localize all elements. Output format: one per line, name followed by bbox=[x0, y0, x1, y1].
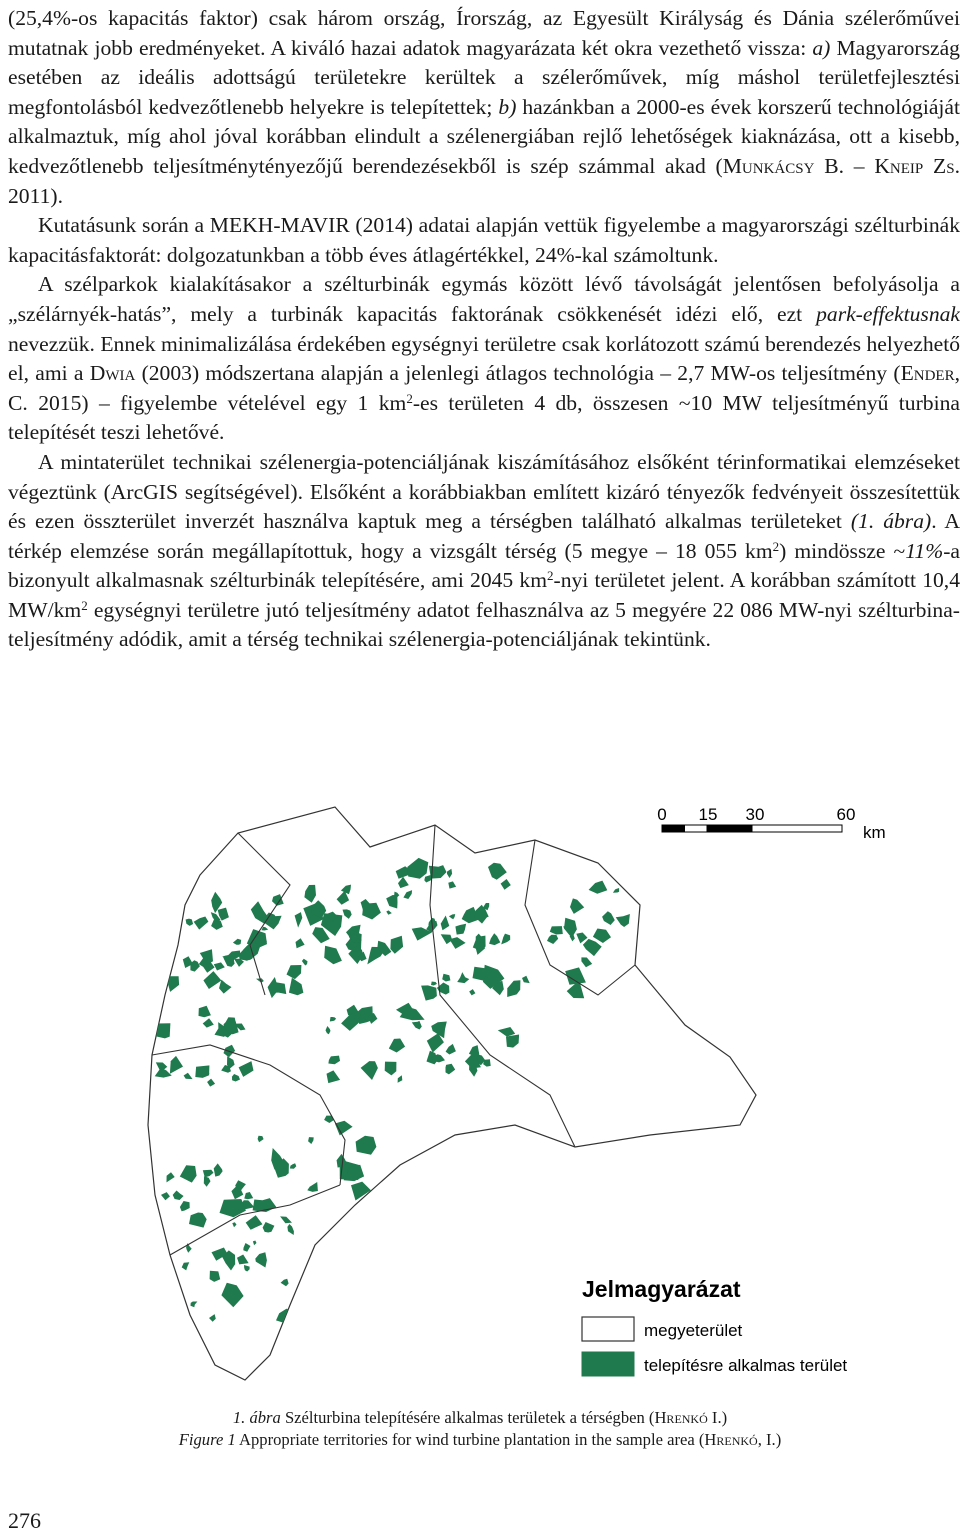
caption-text-hu: Szélturbina telepítésére alkalmas területek a térségben ( bbox=[280, 1408, 655, 1427]
caption-text-en: Appropriate territories for wind turbine plantation in the sample area ( bbox=[235, 1430, 705, 1449]
text-run: Dwia bbox=[89, 361, 136, 386]
text-run: Ender bbox=[900, 361, 955, 386]
text-run: Zs bbox=[933, 153, 955, 178]
figure-caption-en bbox=[0, 1429, 960, 1451]
scale-unit: km bbox=[863, 823, 886, 842]
scale-bar bbox=[657, 805, 885, 842]
legend-swatch-suitable bbox=[582, 1352, 634, 1376]
suitable-area-patch bbox=[156, 978, 164, 988]
paragraph bbox=[8, 211, 960, 270]
caption-author-en: Hrenkó bbox=[704, 1430, 758, 1449]
text-run: 11% bbox=[905, 538, 944, 563]
text-run: Kneip bbox=[874, 153, 924, 178]
text-run: Munkácsy bbox=[722, 153, 815, 178]
suitable-area-patch bbox=[159, 920, 163, 925]
scale-tick-60: 60 bbox=[836, 805, 856, 824]
text-run: Magyarország esetében az ideális adottságú területekre kerültek a szélerőművek, míg máshol területfejlesztési megfontolásból kedvezőtlenebb helyekre is telepítettek; bbox=[8, 35, 960, 119]
text-run: , C. 2015) – figyelembe vételével egy 1 km bbox=[8, 361, 960, 415]
suitable-area-patch bbox=[163, 917, 173, 929]
scale-tick-15: 15 bbox=[698, 805, 718, 824]
text-run: . A térkép elemzése során megállapítottuk, hogy a vizsgált térség (5 megye – 18 055 km bbox=[8, 509, 960, 563]
text-run: 2 bbox=[406, 390, 413, 406]
text-run: (2003) módszertana alapján a jelenlegi átlagos technológia – 2,7 MW-os teljesítmény ( bbox=[135, 361, 901, 386]
legend bbox=[582, 1276, 847, 1376]
figure-caption-hu bbox=[0, 1407, 960, 1429]
text-run: Kutatásunk során a MEKH-MAVIR (2014) adatai alapján vettük figyelembe a magyarországi szélturbinák kapacitásfaktorát: dolgozatunkban a több éves átlagértékkel, 24%-kal számoltunk. bbox=[8, 213, 960, 267]
text-run: A szélparkok kialakításakor a szélturbinák egymás között lévő távolságát jelentősen befolyásolja a „szélárnyék-hatás”, mely a turbinák kapacitás faktorának csökkenését idézi elő, ezt bbox=[8, 272, 960, 326]
scale-tick-30: 30 bbox=[745, 805, 765, 824]
text-run: -nyi területet jelent. A korábban számított 10,4 MW/km bbox=[8, 568, 960, 622]
text-run bbox=[923, 154, 933, 178]
text-run: -es területen 4 db, összesen ~10 MW teljesítményű turbina telepítését teszi lehetővé. bbox=[8, 390, 960, 445]
suitable-area-patch bbox=[136, 980, 147, 992]
text-run: -a bizonyult alkalmasnak szélturbinák telepítésére, ami 2045 km bbox=[8, 538, 960, 593]
suitable-area-patch bbox=[154, 949, 173, 962]
suitable-area-patch bbox=[160, 949, 170, 963]
caption-label-hu: 1. ábra bbox=[232, 1408, 281, 1427]
caption-author-hu: Hrenkó bbox=[654, 1408, 708, 1427]
text-run: egységnyi területre jutó teljesítmény adatot felhasználva az 5 megyére 22 086 MW-nyi szélturbina-teljesítmény adódik, amit a térség technikai szélenergia-potenciáljának tekintünk. bbox=[8, 597, 960, 652]
text-run: b) bbox=[498, 94, 517, 119]
body-text bbox=[8, 4, 960, 655]
text-run: B. – bbox=[814, 153, 875, 178]
suitable-area-patch bbox=[131, 1040, 150, 1066]
caption-tail-en: , I.) bbox=[757, 1430, 782, 1449]
text-run: 2 bbox=[547, 568, 554, 584]
suitable-area-patch bbox=[176, 901, 184, 913]
suitable-area-patch bbox=[149, 1291, 159, 1301]
suitable-area-patch bbox=[149, 1023, 171, 1038]
text-run: park-effektusnak bbox=[816, 301, 960, 326]
text-run: 2 bbox=[772, 538, 780, 554]
suitable-area-patch bbox=[145, 1011, 152, 1017]
text-run: a) bbox=[812, 35, 831, 60]
text-run: 2 bbox=[81, 597, 88, 613]
scale-tick-0: 0 bbox=[657, 805, 667, 824]
text-run: nevezzük. Ennek minimalizálása érdekében egységnyi területre csak korlátozott számú berendezés helyezhető el, ami a bbox=[8, 331, 960, 386]
text-run: A mintaterület technikai szélenergia-potenciáljának kiszámításához elsőként térinformatikai elemzéseket végeztünk (ArcGIS segítségével). Elsőként a korábbiakban említett kizáró tényezők fedvényeit összesítettük és ezen összterület inverzét használva kaptuk meg a térségben található alkalmas területeket bbox=[8, 449, 960, 534]
text-run: (1. ábra) bbox=[850, 509, 932, 534]
paragraph bbox=[8, 4, 960, 211]
figure-1-map bbox=[130, 795, 960, 1400]
suitable-area-patch bbox=[159, 1275, 169, 1282]
paragraph bbox=[8, 448, 960, 655]
text-run: (25,4%-os kapacitás faktor) csak három ország, Írország, az Egyesült Királyság és Dánia szélerőművei mutatnak jobb eredményeket. A kiváló hazai adatok magyarázata két okra vezethető vissza: bbox=[8, 6, 960, 60]
legend-label-suitable: telepítésre alkalmas terület bbox=[644, 1356, 848, 1375]
suitable-area-patch bbox=[156, 1288, 161, 1293]
caption-tail-hu: I.) bbox=[707, 1408, 728, 1427]
legend-label-county: megyeterület bbox=[644, 1321, 743, 1340]
page-number: 276 bbox=[8, 1508, 41, 1533]
text-run: . 2011). bbox=[8, 153, 960, 208]
caption-label-en: Figure 1 bbox=[178, 1430, 236, 1449]
text-run: hazánkban a 2000-es évek korszerű technológiáját alkalmaztuk, míg ahol jóval korábban elindult a szélenergiában rejlő lehetőségek kiaknázása, ott a kisebb, kedvezőtlenebb teljesítménytényezőjű berendezésekből is szép számmal akad ( bbox=[8, 94, 960, 178]
text-run: ) mindössze ~ bbox=[779, 538, 906, 563]
legend-title: Jelmagyarázat bbox=[582, 1276, 741, 1302]
paragraph bbox=[8, 270, 960, 448]
legend-swatch-county bbox=[582, 1317, 634, 1341]
